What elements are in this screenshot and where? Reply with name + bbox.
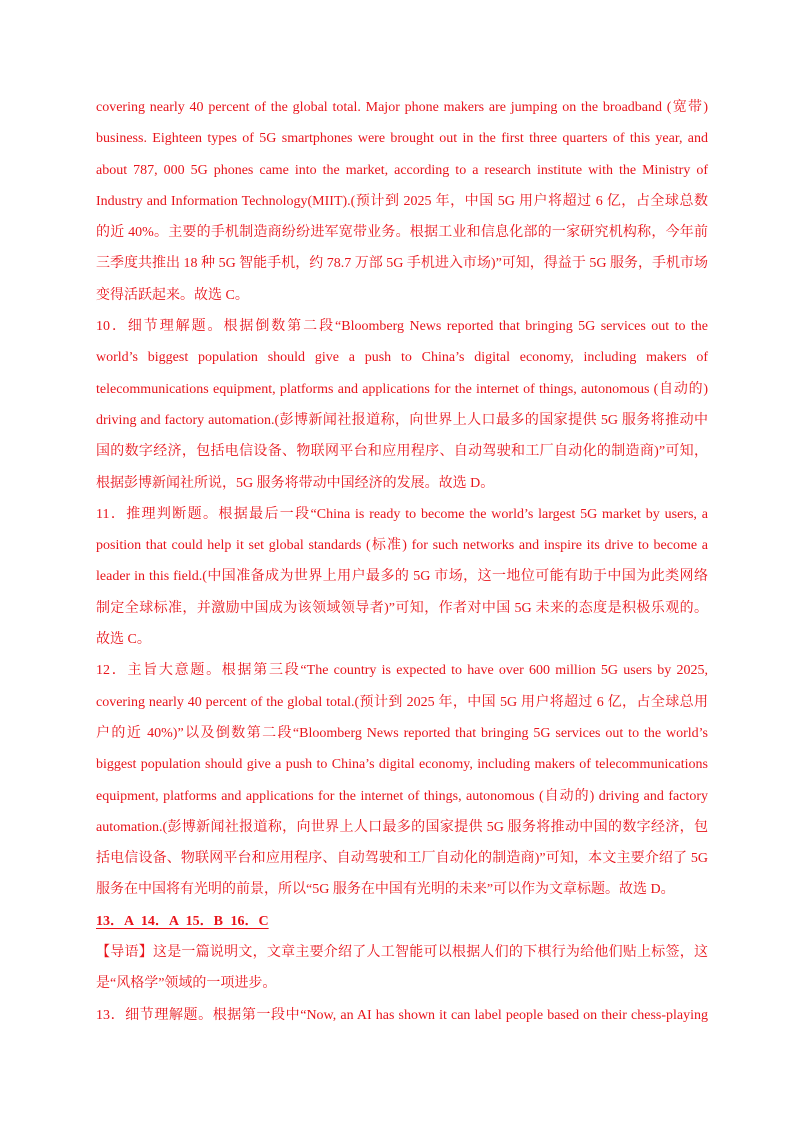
text-line: 三季度共推出 18 种 5G 智能手机，约 78.7 万部 5G 手机进入市场)”可知，得益于 5G 服务，手机市场 (96, 256, 708, 272)
answer-key-line: 13．A 14．A 15．B 16．C (96, 913, 269, 929)
text-line: 是“风格学”领域的一项进步。 (96, 976, 277, 992)
text-line: 的近 40%。主要的手机制造商纷纷进军宽带业务。根据工业和信息化部的一家研究机构称，今年前 (96, 225, 708, 241)
text-line: 制定全球标准，并激励中国成为该领域领导者)”可知，作者对中国 5G 未来的态度是积极乐观的。 (96, 600, 708, 616)
text-line: 变得活跃起来。故选 C。 (96, 287, 249, 303)
text-line: automation.(彭博新闻社报道称，向世界上人口最多的国家提供 5G 服务将推动中国的数字经济，包 (96, 819, 708, 835)
text-line: 根据彭博新闻社所说，5G 服务将带动中国经济的发展。故选 D。 (96, 475, 495, 491)
text-line: telecommunications equipment, platforms and applications for the internet of things, autonomous (自动的) (96, 381, 708, 397)
text-line: leader in this field.(中国准备成为世界上用户最多的 5G 市场，这一地位可能有助于中国为此类网络 (96, 569, 708, 585)
text-line: position that could help it set global standards (标准) for such networks and inspire its drive to become a (96, 538, 708, 554)
text-line: Industry and Information Technology(MIIT).(预计到 2025 年，中国 5G 用户将超过 6 亿，占全球总数 (96, 193, 708, 209)
question-10-heading-line: 10．细节理解题。根据倒数第二段“Bloomberg News reported that bringing 5G services out to the (96, 319, 708, 335)
text-line: biggest population should give a push to China’s digital economy, including makers of telecommunications (96, 757, 708, 773)
question-12-heading-line: 12．主旨大意题。根据第三段“The country is expected to have over 600 million 5G users by 2025, (96, 663, 708, 679)
text-line: covering nearly 40 percent of the global total. Major phone makers are jumping on the broadband (宽带) (96, 100, 708, 115)
text-line: 户的近 40%)”以及倒数第二段“Bloomberg News reported that bringing 5G services out to the world’s (96, 725, 708, 741)
text-line: world’s biggest population should give a push to China’s digital economy, including makers of (96, 350, 708, 366)
question-11-heading-line: 11．推理判断题。根据最后一段“China is ready to become the world’s largest 5G market by users, a (96, 506, 708, 522)
text-line: driving and factory automation.(彭博新闻社报道称，向世界上人口最多的国家提供 5G 服务将推动中 (96, 412, 708, 428)
text-line: equipment, platforms and applications for the internet of things, autonomous (自动的) driving and factory (96, 788, 708, 804)
text-line: 故选 C。 (96, 632, 151, 648)
introduction-line: 【导语】这是一篇说明文，文章主要介绍了人工智能可以根据人们的下棋行为给他们贴上标签，这 (96, 945, 708, 961)
question-13-heading-line: 13．细节理解题。根据第一段中“Now, an AI has shown it can label people based on their chess-playing (96, 1007, 708, 1023)
answer-explanations-text (96, 92, 708, 1031)
text-line: covering nearly 40 percent of the global total.(预计到 2025 年，中国 5G 用户将超过 6 亿，占全球总用 (96, 694, 708, 710)
text-line: business. Eighteen types of 5G smartphones were brought out in the first three quarters of this year, and (96, 131, 708, 147)
text-line: 括电信设备、物联网平台和应用程序、自动驾驶和工厂自动化的制造商)”可知，本文主要介绍了 5G (96, 851, 708, 867)
text-line: about 787, 000 5G phones came into the market, according to a research institute with the Ministry of (96, 162, 708, 178)
text-line: 国的数字经济，包括电信设备、物联网平台和应用程序、自动驾驶和工厂自动化的制造商)”可知， (96, 444, 708, 460)
text-line: 服务在中国将有光明的前景，所以“5G 服务在中国有光明的未来”可以作为文章标题。故选 D。 (96, 882, 675, 898)
